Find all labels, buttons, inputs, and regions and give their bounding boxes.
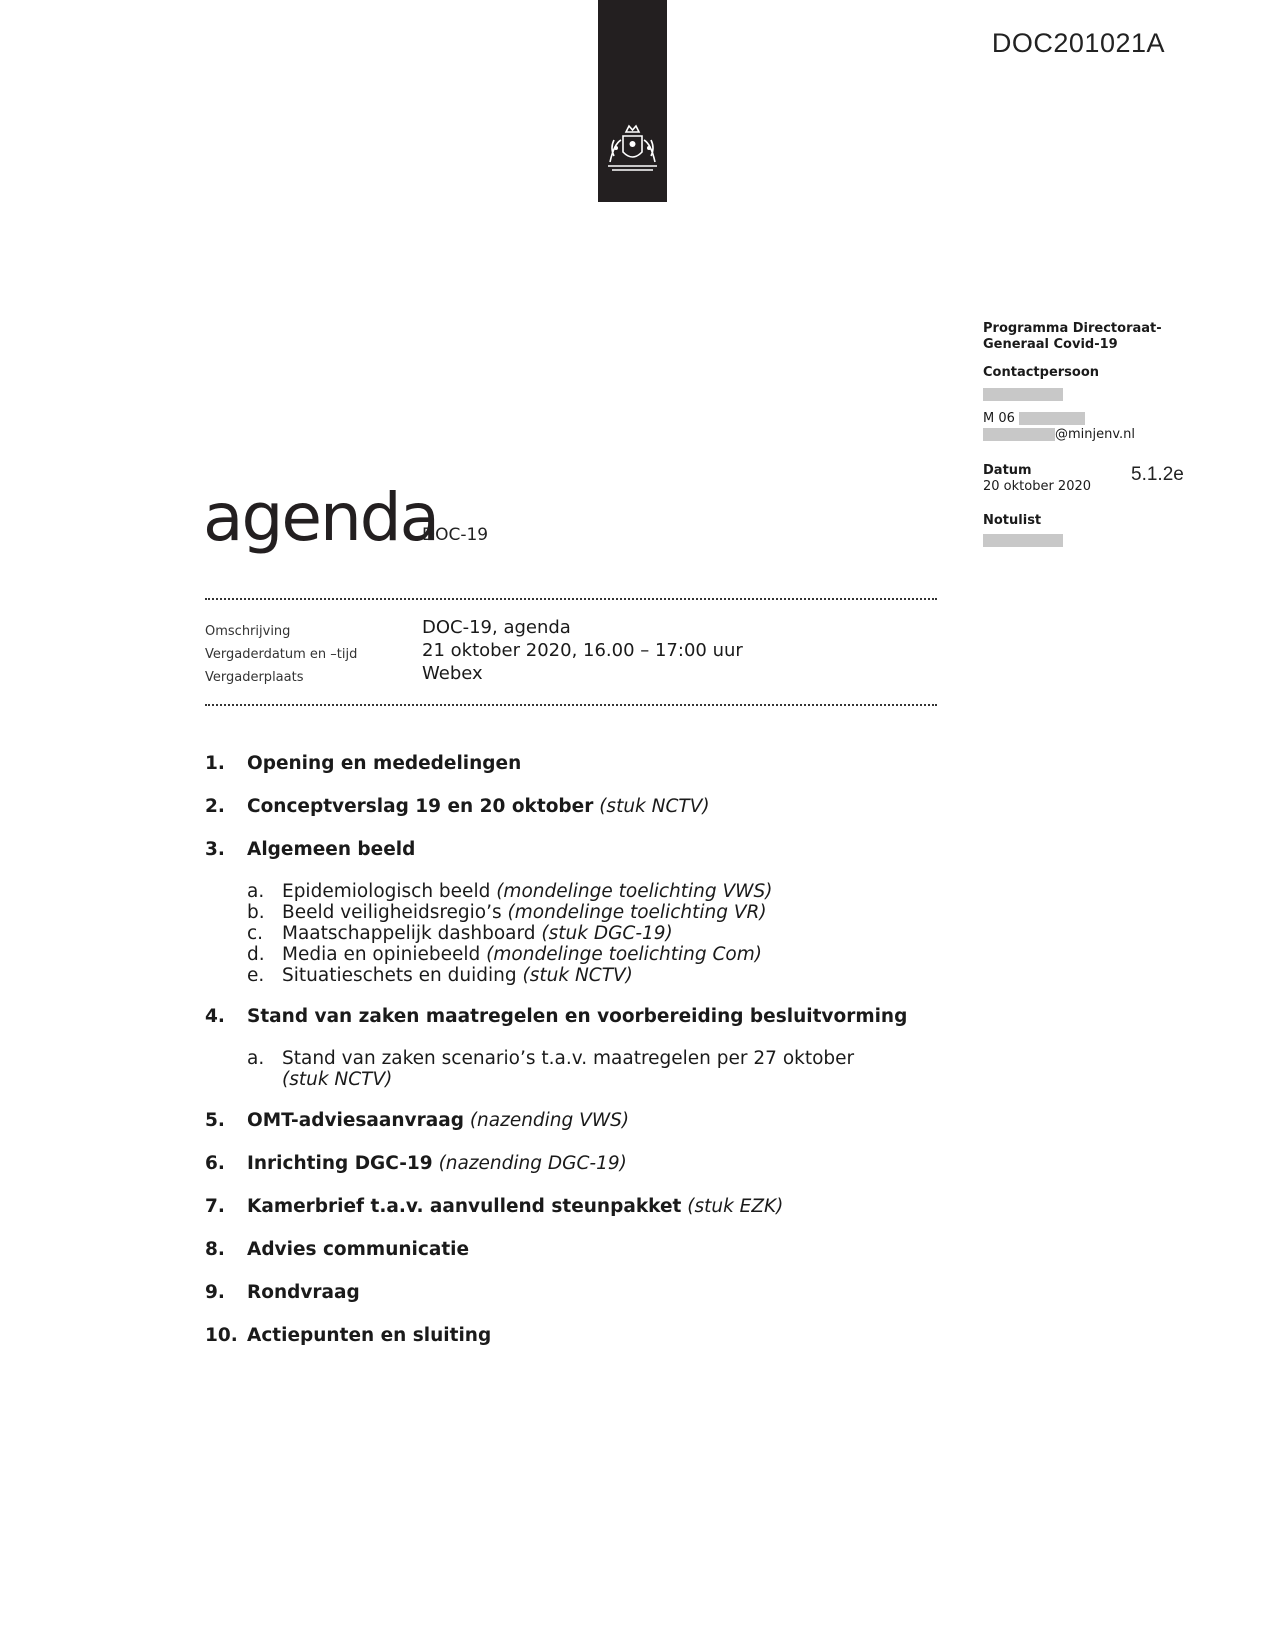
document-id: DOC201021A	[991, 28, 1165, 58]
agenda-item: 2. Conceptverslag 19 en 20 oktober (stuk NCTV)	[205, 796, 710, 817]
phone-prefix: M 06	[983, 411, 1015, 426]
agenda-item: 7. Kamerbrief t.a.v. aanvullend steunpakket (stuk EZK)	[205, 1196, 784, 1217]
page-title: agenda	[203, 479, 439, 556]
agenda-item: 5. OMT-adviesaanvraag (nazending VWS)	[205, 1110, 630, 1131]
date-value: 20 oktober 2020	[983, 479, 1092, 494]
agenda-subitem: c. Maatschappelijk dashboard (stuk DGC-19)	[247, 923, 673, 944]
divider-top	[205, 598, 937, 600]
agenda-item: 10. Actiepunten en sluiting	[205, 1325, 492, 1346]
agenda-item: 3. Algemeen beeld	[205, 839, 416, 860]
agenda-subitem: a. Epidemiologisch beeld (mondelinge toelichting VWS)	[247, 881, 773, 902]
divider-bottom	[205, 704, 937, 706]
redacted-phone	[1019, 412, 1085, 425]
org-name-line2: Generaal Covid-19	[983, 337, 1118, 352]
agenda-subitem: e. Situatieschets en duiding (stuk NCTV)	[247, 965, 633, 986]
meta-value-location: Webex	[422, 663, 483, 684]
agenda-item: 1. Opening en mededelingen	[205, 753, 522, 774]
meta-label-location: Vergaderplaats	[205, 670, 304, 685]
redaction-code: 5.1.2e	[1131, 464, 1184, 485]
agenda-item: 6. Inrichting DGC-19 (nazending DGC-19)	[205, 1153, 627, 1174]
agenda-subitem: a. Stand van zaken scenario’s t.a.v. maatregelen per 27 oktober (stuk NCTV)	[247, 1048, 855, 1090]
org-name-line1: Programma Directoraat-	[983, 321, 1162, 336]
meta-label-datetime: Vergaderdatum en –tijd	[205, 647, 358, 662]
redacted-notulist	[983, 534, 1063, 547]
agenda-subitem: d. Media en opiniebeeld (mondelinge toelichting Com)	[247, 944, 762, 965]
date-label: Datum	[983, 463, 1032, 478]
meta-value-datetime: 21 oktober 2020, 16.00 – 17:00 uur	[422, 640, 743, 661]
agenda-list	[205, 752, 1025, 1348]
redacted-name	[983, 388, 1063, 401]
sidebar-info	[983, 321, 1203, 549]
government-logo	[598, 0, 667, 202]
agenda-item: 4. Stand van zaken maatregelen en voorbereiding besluitvorming	[205, 1006, 908, 1027]
agenda-item: 8. Advies communicatie	[205, 1239, 470, 1260]
meta-label-description: Omschrijving	[205, 624, 291, 639]
notulist-label: Notulist	[983, 513, 1042, 528]
email-suffix: @minjenv.nl	[1055, 427, 1136, 442]
redacted-email	[983, 428, 1055, 441]
page-subtitle: DOC-19	[422, 525, 489, 545]
meta-value-description: DOC-19, agenda	[422, 617, 571, 638]
coat-of-arms-icon	[602, 122, 663, 182]
agenda-item: 9. Rondvraag	[205, 1282, 360, 1303]
contact-label: Contactpersoon	[983, 365, 1100, 380]
agenda-subitem: b. Beeld veiligheidsregio’s (mondelinge toelichting VR)	[247, 902, 767, 923]
